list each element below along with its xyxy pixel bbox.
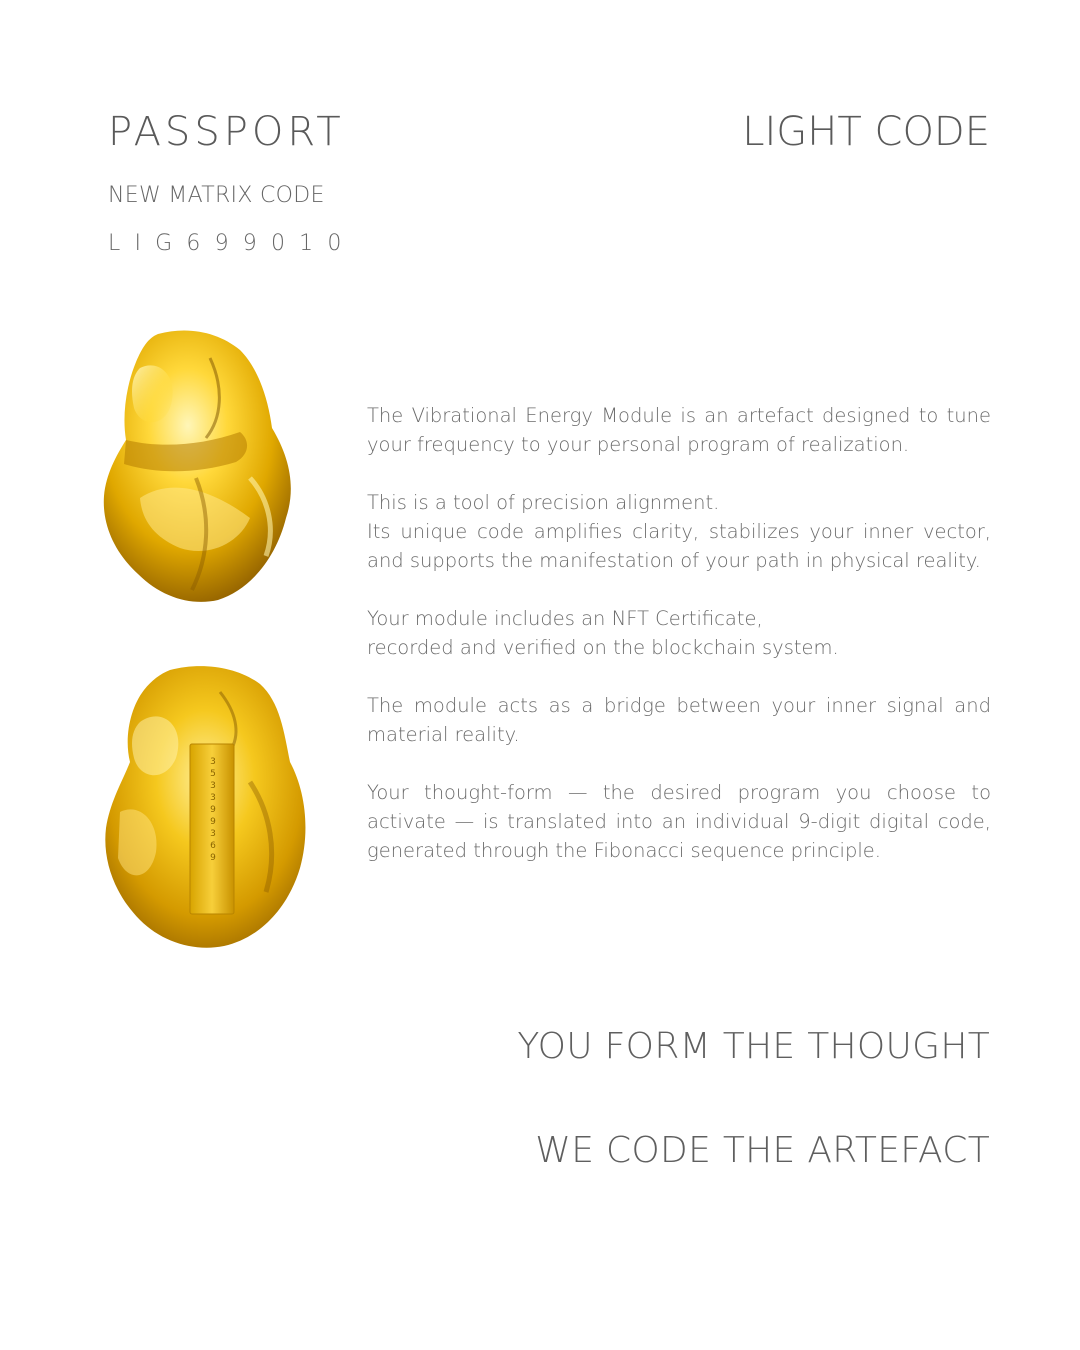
gold-artefact-front-image bbox=[100, 328, 295, 604]
description-text bbox=[367, 401, 991, 865]
nft-line-2: recorded and verified on the blockchain system. bbox=[367, 636, 839, 659]
plate-code-digits: 3 5 3 3 9 9 3 6 9 bbox=[210, 757, 216, 863]
tool-line-2: Its unique code amplifies clarity, stabilizes your inner vector, and supports the manifestation of your path in physical reality. bbox=[367, 520, 991, 572]
passport-title: PASSPORT bbox=[108, 109, 345, 155]
matrix-code-value: LIG699010 bbox=[108, 231, 356, 256]
gold-artefact-back-image bbox=[100, 662, 312, 952]
paragraph-intro: The Vibrational Energy Module is an artefact designed to tune your frequency to your personal program of realization. bbox=[367, 404, 991, 456]
tagline-form-thought: YOU FORM THE THOUGHT bbox=[517, 1026, 990, 1067]
light-code-title: LIGHT CODE bbox=[742, 109, 990, 155]
tool-line-1: This is a tool of precision alignment. bbox=[367, 491, 720, 514]
paragraph-bridge: The module acts as a bridge between your inner signal and material reality. bbox=[367, 694, 991, 746]
paragraph-thought-form: Your thought-form — the desired program you choose to activate — is translated into an individual 9-digit digital code, generated through the Fibonacci sequence principle. bbox=[367, 781, 991, 862]
paragraph-tool bbox=[367, 488, 991, 575]
tagline-code-artefact: WE CODE THE ARTEFACT bbox=[535, 1130, 990, 1171]
paragraph-nft bbox=[367, 604, 991, 662]
nft-line-1: Your module includes an NFT Certificate, bbox=[367, 607, 763, 630]
matrix-code-subtitle: NEW MATRIX CODE bbox=[108, 183, 325, 208]
